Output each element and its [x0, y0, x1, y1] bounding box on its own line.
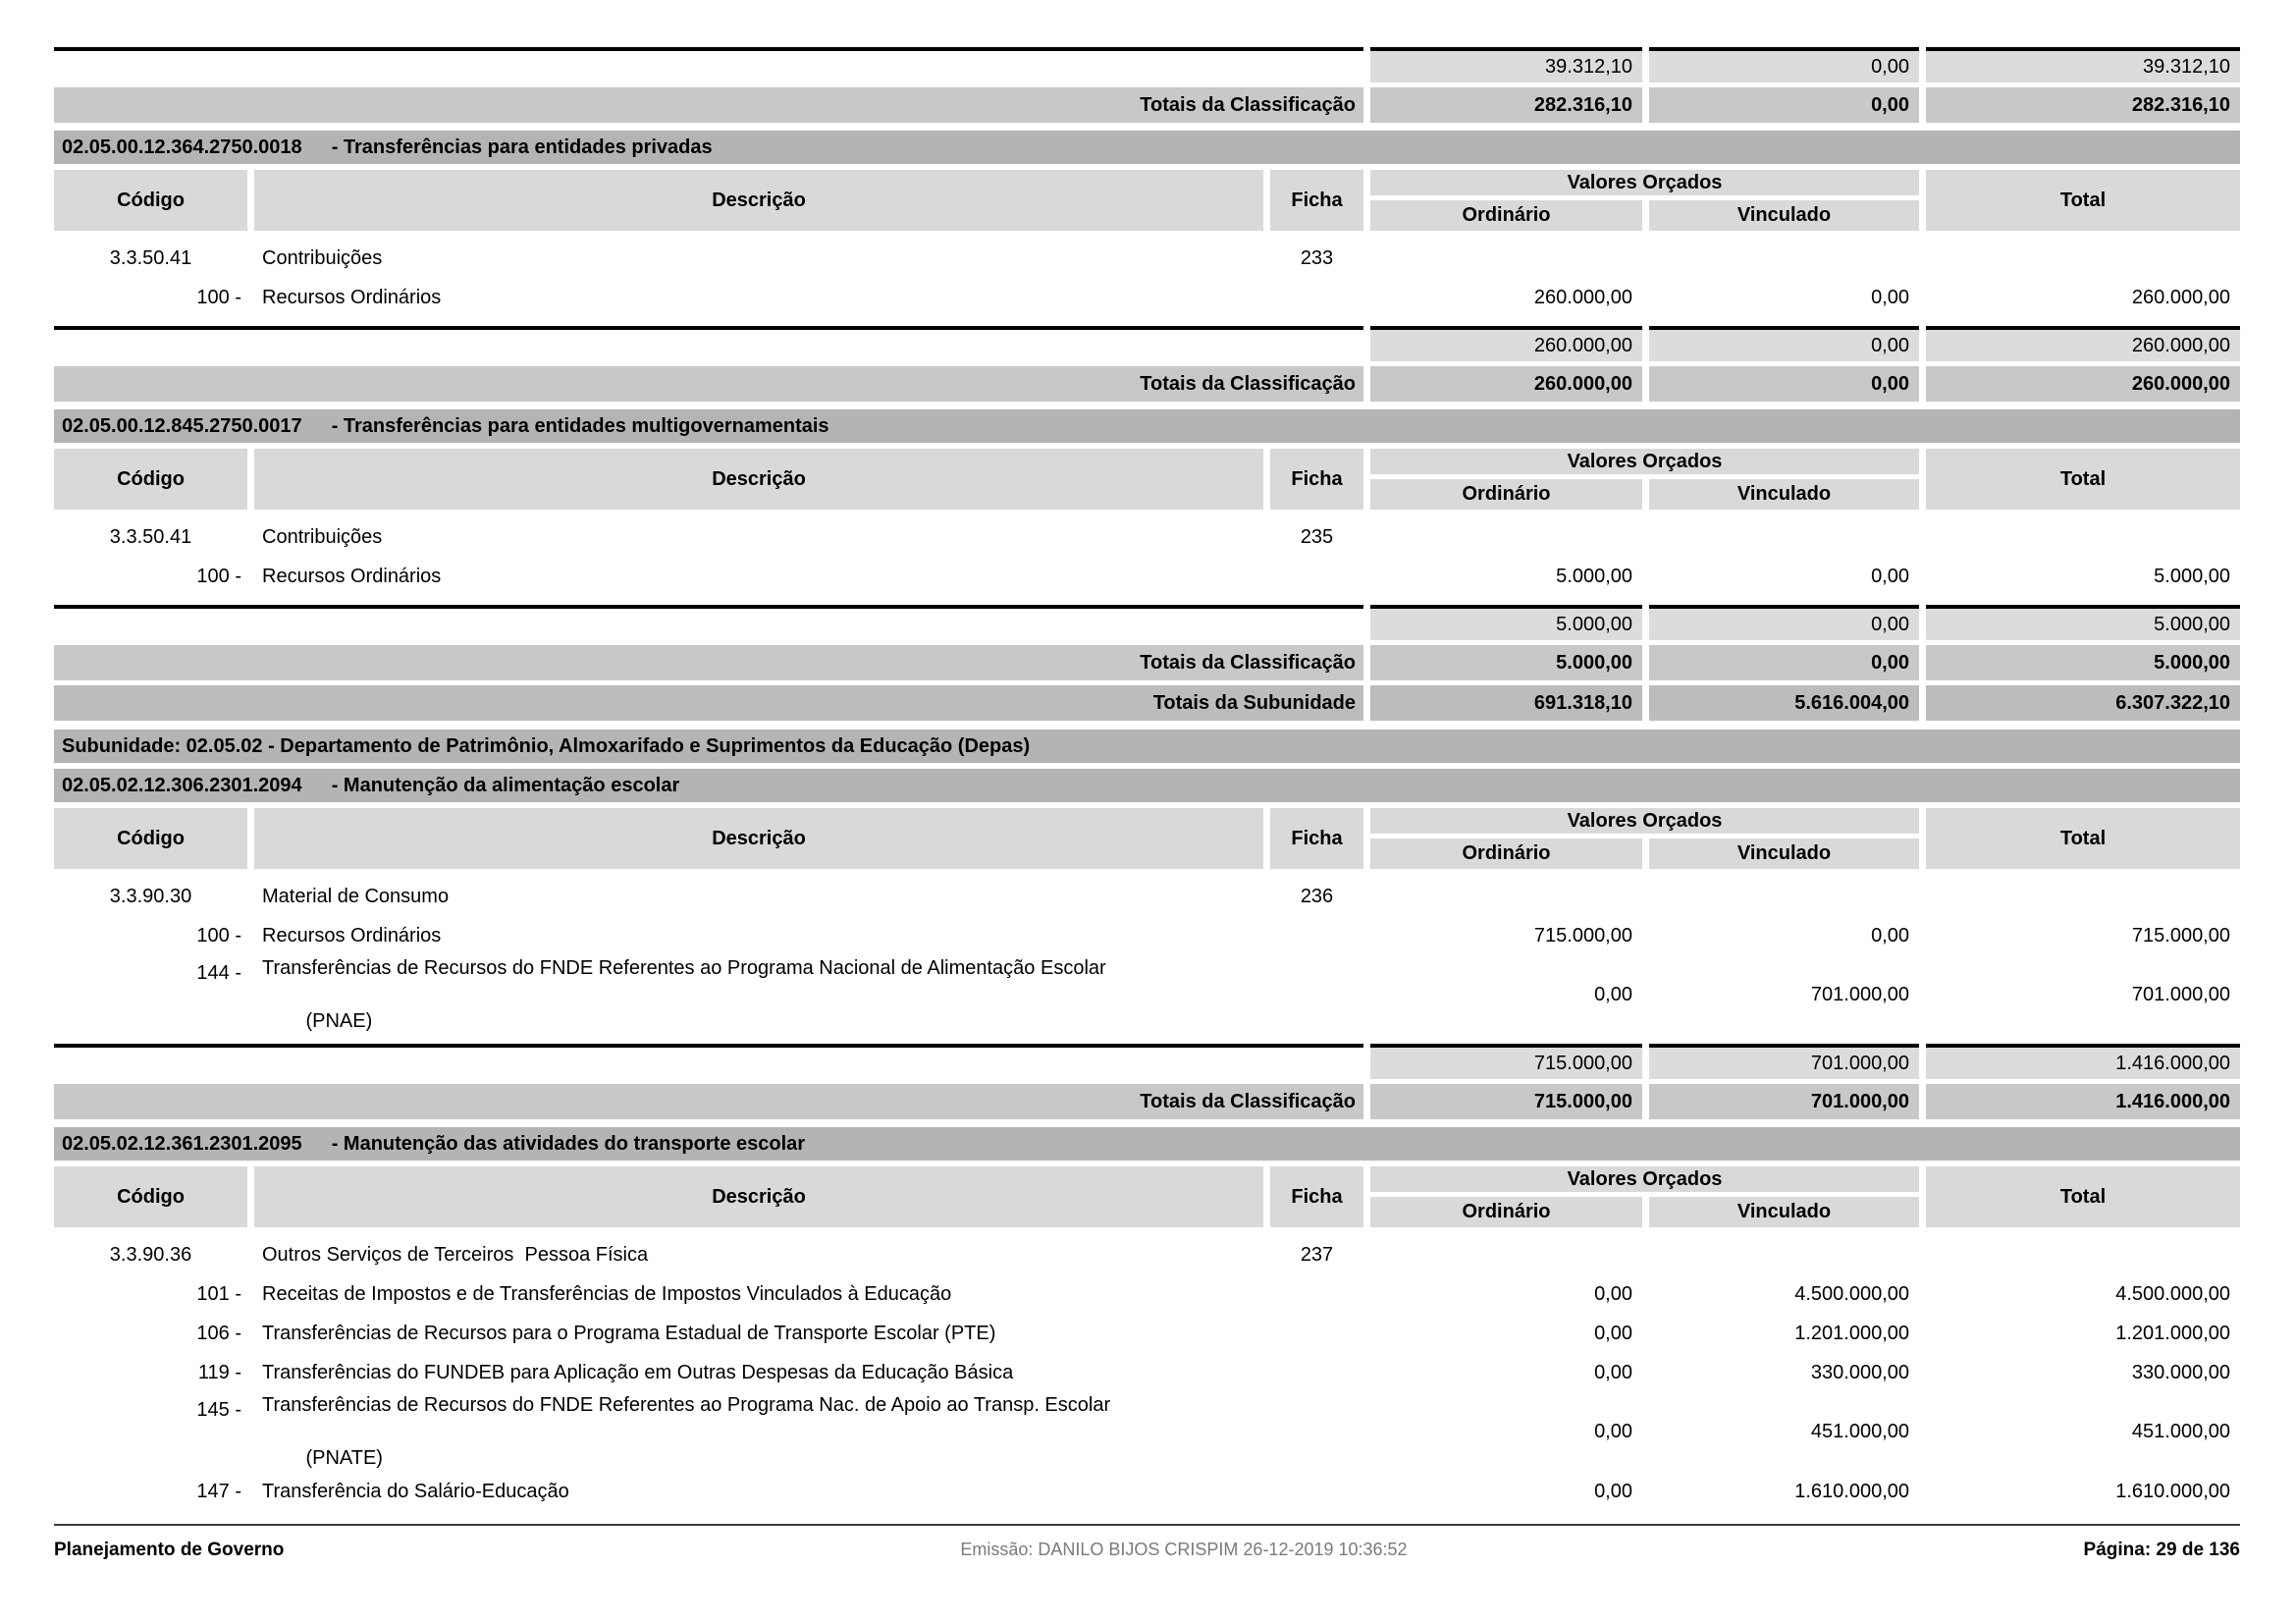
vinculado-value: 0,00 — [1871, 286, 1909, 308]
ordinario-value: 715.000,00 — [1370, 1044, 1642, 1079]
ordinario-value: 282.316,10 — [1370, 87, 1642, 123]
column-header-total: Total — [1926, 808, 2240, 869]
source-number: 100 - — [196, 565, 241, 587]
source-description-line2: (PNAE) — [305, 1010, 373, 1032]
entry-description: Outros Serviços de Terceiros Pessoa Física — [262, 1243, 649, 1266]
subunidade-header-bar — [54, 730, 2240, 763]
totais-classificacao-row — [54, 366, 2240, 402]
section-header-bar — [54, 131, 2240, 164]
source-description: Transferências do FUNDEB para Aplicação em Outras Despesas da Educação Básica — [262, 1361, 1014, 1383]
source-row — [54, 1274, 2240, 1314]
source-number: 101 - — [196, 1282, 241, 1305]
source-number: 119 - — [197, 1361, 241, 1383]
total-value: 330.000,00 — [2131, 1361, 2230, 1383]
source-description: Transferências de Recursos para o Programa Estadual de Transporte Escolar (PTE) — [262, 1322, 996, 1344]
ordinario-value: 260.000,00 — [1370, 366, 1642, 402]
column-header-ordinario: Ordinário — [1370, 200, 1642, 231]
totais-classificacao-label: Totais da Classificação — [54, 366, 1363, 402]
total-value: 260.000,00 — [1926, 366, 2240, 402]
source-row — [54, 916, 2240, 955]
section-code: 02.05.00.12.364.2750.0018 — [62, 135, 302, 158]
column-header-descricao: Descrição — [254, 1166, 1263, 1227]
footer-page-number: Página: 29 de 136 — [2083, 1540, 2240, 1560]
section-title: - Transferências para entidades privadas — [331, 135, 713, 158]
vinculado-value: 0,00 — [1649, 326, 1919, 361]
subtotal-row — [54, 1044, 2240, 1079]
subunidade-title: Subunidade: 02.05.02 - Departamento de Patrimônio, Almoxarifado e Suprimentos da Educação (Depas) — [62, 734, 1031, 757]
source-number: 144 - — [196, 962, 241, 984]
source-description: Transferência do Salário-Educação — [262, 1480, 569, 1502]
row-spacer — [54, 1044, 1363, 1079]
entry-description: Contribuições — [262, 525, 383, 548]
source-number: 145 - — [196, 1399, 241, 1421]
ordinario-value: 715.000,00 — [1370, 1084, 1642, 1119]
source-row — [54, 278, 2240, 317]
total-value: 715.000,00 — [2131, 924, 2230, 947]
source-number: 100 - — [196, 924, 241, 947]
section-title: - Transferências para entidades multigovernamentais — [331, 414, 829, 437]
total-value: 1.201.000,00 — [2115, 1322, 2230, 1344]
source-row — [54, 1314, 2240, 1353]
page-footer — [54, 1524, 2240, 1561]
source-description — [254, 955, 1263, 1035]
total-value: 260.000,00 — [2131, 286, 2230, 308]
entry-code: 3.3.50.41 — [109, 246, 192, 269]
ordinario-value: 260.000,00 — [1370, 326, 1642, 361]
column-header-codigo: Código — [54, 170, 247, 231]
section-code: 02.05.02.12.306.2301.2094 — [62, 774, 302, 796]
entry-description: Material de Consumo — [262, 885, 450, 907]
ordinario-value: 0,00 — [1594, 1282, 1632, 1305]
source-row — [54, 1472, 2240, 1511]
totais-classificacao-row — [54, 1084, 2240, 1119]
entry-description: Contribuições — [262, 246, 383, 269]
totais-classificacao-row — [54, 645, 2240, 680]
column-header-descricao: Descrição — [254, 170, 1263, 231]
ficha-value: 233 — [1300, 246, 1334, 269]
column-header-ficha: Ficha — [1270, 808, 1363, 869]
totais-classificacao-label: Totais da Classificação — [54, 1084, 1363, 1119]
vinculado-value: 0,00 — [1649, 366, 1919, 402]
ordinario-value: 0,00 — [1594, 1322, 1632, 1344]
footer-report-name: Planejamento de Governo — [54, 1540, 285, 1560]
ficha-value: 237 — [1300, 1243, 1334, 1266]
totais-classificacao-row — [54, 87, 2240, 123]
column-header-ficha: Ficha — [1270, 170, 1363, 231]
vinculado-value: 5.616.004,00 — [1649, 685, 1919, 721]
vinculado-value: 701.000,00 — [1649, 1084, 1919, 1119]
column-header-ordinario: Ordinário — [1370, 479, 1642, 510]
source-description-line1: Transferências de Recursos do FNDE Referentes ao Programa Nac. de Apoio ao Transp. Escolar — [262, 1394, 1111, 1416]
source-row — [54, 1353, 2240, 1392]
vinculado-value: 1.201.000,00 — [1794, 1322, 1909, 1344]
subtotal-row — [54, 326, 2240, 361]
total-value: 5.000,00 — [1926, 605, 2240, 640]
ordinario-value: 0,00 — [1594, 1421, 1632, 1442]
source-row — [54, 557, 2240, 596]
source-row — [54, 1392, 2240, 1472]
column-header-ordinario: Ordinário — [1370, 1197, 1642, 1227]
report-content — [54, 47, 2240, 1511]
source-description — [254, 1392, 1263, 1472]
entry-row — [54, 877, 2240, 916]
column-header-total: Total — [1926, 1166, 2240, 1227]
column-header-ficha: Ficha — [1270, 449, 1363, 510]
column-header-codigo: Código — [54, 449, 247, 510]
column-header-descricao: Descrição — [254, 449, 1263, 510]
section-code: 02.05.02.12.361.2301.2095 — [62, 1132, 302, 1155]
vinculado-value: 4.500.000,00 — [1794, 1282, 1909, 1305]
source-number: 106 - — [196, 1322, 241, 1344]
ordinario-value: 260.000,00 — [1533, 286, 1632, 308]
section-title: - Manutenção das atividades do transporte escolar — [331, 1132, 806, 1155]
column-header-total: Total — [1926, 170, 2240, 231]
entry-row — [54, 1235, 2240, 1274]
table-header — [54, 170, 2240, 231]
vinculado-value: 0,00 — [1649, 87, 1919, 123]
section-header-bar — [54, 409, 2240, 443]
vinculado-value: 0,00 — [1649, 645, 1919, 680]
section-code: 02.05.00.12.845.2750.0017 — [62, 414, 302, 437]
column-header-valores-orcados: Valores Orçados — [1370, 449, 1919, 474]
total-value: 701.000,00 — [2131, 984, 2230, 1005]
table-header — [54, 808, 2240, 869]
ficha-value: 235 — [1300, 525, 1334, 548]
source-row — [54, 955, 2240, 1035]
ordinario-value: 0,00 — [1594, 1480, 1632, 1502]
total-value: 6.307.322,10 — [1926, 685, 2240, 721]
section-header-bar — [54, 769, 2240, 802]
vinculado-value: 701.000,00 — [1810, 984, 1909, 1005]
ordinario-value: 0,00 — [1594, 1361, 1632, 1383]
source-number: 147 - — [196, 1480, 241, 1502]
row-spacer — [54, 326, 1363, 361]
source-description: Recursos Ordinários — [262, 924, 442, 947]
vinculado-value: 0,00 — [1649, 605, 1919, 640]
entry-code: 3.3.90.36 — [109, 1243, 192, 1266]
column-header-vinculado: Vinculado — [1649, 200, 1919, 231]
carryover-subtotal-row — [54, 47, 2240, 82]
entry-row — [54, 517, 2240, 557]
total-value: 5.000,00 — [1926, 645, 2240, 680]
total-value: 260.000,00 — [1926, 326, 2240, 361]
column-header-valores-orcados: Valores Orçados — [1370, 808, 1919, 834]
entry-code: 3.3.90.30 — [109, 885, 192, 907]
total-value: 451.000,00 — [2131, 1421, 2230, 1442]
entry-row — [54, 239, 2240, 278]
vinculado-value: 0,00 — [1871, 565, 1909, 587]
column-header-valores-orcados: Valores Orçados — [1370, 1166, 1919, 1192]
totais-classificacao-label: Totais da Classificação — [54, 645, 1363, 680]
totais-subunidade-label: Totais da Subunidade — [54, 685, 1363, 721]
vinculado-value: 701.000,00 — [1649, 1044, 1919, 1079]
source-description-line2: (PNATE) — [305, 1447, 383, 1469]
table-header — [54, 449, 2240, 510]
row-spacer — [54, 47, 1363, 82]
column-header-ficha: Ficha — [1270, 1166, 1363, 1227]
row-spacer — [54, 605, 1363, 640]
total-value: 1.416.000,00 — [1926, 1044, 2240, 1079]
column-header-vinculado: Vinculado — [1649, 839, 1919, 869]
vinculado-value: 0,00 — [1649, 47, 1919, 82]
totais-classificacao-label: Totais da Classificação — [54, 87, 1363, 123]
vinculado-value: 1.610.000,00 — [1794, 1480, 1909, 1502]
ordinario-value: 5.000,00 — [1370, 645, 1642, 680]
source-description: Recursos Ordinários — [262, 286, 442, 308]
column-header-codigo: Código — [54, 1166, 247, 1227]
column-header-codigo: Código — [54, 808, 247, 869]
column-header-ordinario: Ordinário — [1370, 839, 1642, 869]
source-number: 100 - — [196, 286, 241, 308]
source-description: Recursos Ordinários — [262, 565, 442, 587]
ordinario-value: 39.312,10 — [1370, 47, 1642, 82]
section-title: - Manutenção da alimentação escolar — [331, 774, 680, 796]
source-description-line1: Transferências de Recursos do FNDE Referentes ao Programa Nacional de Alimentação Escolar — [262, 957, 1106, 979]
total-value: 5.000,00 — [2154, 565, 2230, 587]
column-header-descricao: Descrição — [254, 808, 1263, 869]
column-header-vinculado: Vinculado — [1649, 1197, 1919, 1227]
entry-code: 3.3.50.41 — [109, 525, 192, 548]
vinculado-value: 330.000,00 — [1810, 1361, 1909, 1383]
total-value: 4.500.000,00 — [2115, 1282, 2230, 1305]
vinculado-value: 0,00 — [1871, 924, 1909, 947]
column-header-valores-orcados: Valores Orçados — [1370, 170, 1919, 195]
total-value: 39.312,10 — [1926, 47, 2240, 82]
table-header — [54, 1166, 2240, 1227]
column-header-total: Total — [1926, 449, 2240, 510]
ordinario-value: 0,00 — [1594, 984, 1632, 1005]
footer-emission-info: Emissão: DANILO BIJOS CRISPIM 26-12-2019 10:36:52 — [960, 1540, 1408, 1559]
totais-subunidade-row — [54, 685, 2240, 721]
ordinario-value: 5.000,00 — [1556, 565, 1632, 587]
ficha-value: 236 — [1300, 885, 1334, 907]
ordinario-value: 691.318,10 — [1370, 685, 1642, 721]
section-header-bar — [54, 1127, 2240, 1161]
source-description: Receitas de Impostos e de Transferências de Impostos Vinculados à Educação — [262, 1282, 952, 1305]
subtotal-row — [54, 605, 2240, 640]
column-header-vinculado: Vinculado — [1649, 479, 1919, 510]
total-value: 1.610.000,00 — [2115, 1480, 2230, 1502]
total-value: 282.316,10 — [1926, 87, 2240, 123]
ordinario-value: 5.000,00 — [1370, 605, 1642, 640]
vinculado-value: 451.000,00 — [1810, 1421, 1909, 1442]
total-value: 1.416.000,00 — [1926, 1084, 2240, 1119]
ordinario-value: 715.000,00 — [1533, 924, 1632, 947]
